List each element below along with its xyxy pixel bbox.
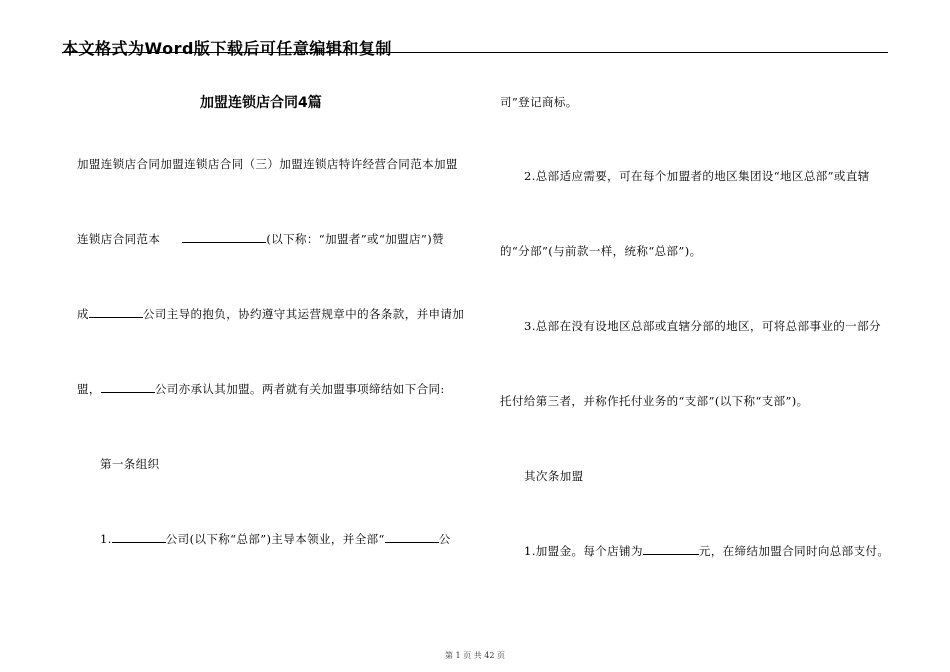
page-footer: 第 1 页 共 42 页 (445, 651, 505, 660)
right-paragraph-6 (524, 543, 889, 559)
right-paragraph-4: 3.总部在没有设地区总部或直辖分部的地区，可将总部事业的一部分 (524, 319, 881, 333)
text-segment: 公司主导的抱负，协约遵守其运营规章中的各条款，并申请加 (142, 307, 465, 321)
text-segment: 公司亦承认其加盟。两者就有关加盟事项缔结如下合同: (154, 382, 445, 396)
text-segment: 成 (77, 307, 89, 321)
text-segment: 公 (438, 532, 451, 546)
fill-in-blank (112, 532, 166, 543)
text-segment: 公司(以下称“总部”)主导本领业，并全部“ (165, 532, 385, 546)
section-heading-2: 其次条加盟 (524, 469, 584, 483)
right-paragraph-1: 司”登记商标。 (500, 95, 578, 109)
fill-in-blank (101, 382, 155, 393)
fill-in-blank (385, 532, 439, 543)
text-segment: 1.加盟金。每个店铺为 (524, 544, 643, 558)
section-heading-1: 第一条组织 (100, 457, 160, 471)
left-paragraph-4 (77, 381, 445, 397)
left-paragraph-5 (100, 531, 451, 547)
right-paragraph-3: 的“分部”(与前款一样，统称“总部”)。 (500, 244, 702, 258)
fill-in-blank (89, 307, 143, 318)
page-header: 本文格式为Word版下载后可任意编辑和复制 (62, 39, 392, 58)
text-segment: 盟， (77, 382, 101, 396)
fill-in-blank (643, 544, 699, 555)
header-divider (62, 52, 888, 53)
right-paragraph-2: 2.总部适应需要，可在每个加盟者的地区集团设“地区总部”或直辖 (524, 169, 870, 183)
text-segment: 1. (100, 532, 112, 546)
right-paragraph-5: 托付给第三者，并称作托付业务的“支部”(以下称“支部”)。 (500, 394, 809, 408)
left-paragraph-1: 加盟连锁店合同加盟连锁店合同（三）加盟连锁店特许经营合同范本加盟 (77, 157, 458, 171)
left-paragraph-3 (77, 306, 464, 322)
fill-in-blank (182, 232, 266, 243)
text-segment: 元，在缔结加盟合同时向总部支付。 (698, 544, 890, 558)
text-segment: 连锁店合同范本 (77, 232, 161, 246)
text-segment: (以下称：“加盟者”或“加盟店”)赞 (266, 232, 445, 246)
document-title: 加盟连锁店合同4篇 (200, 95, 322, 111)
left-paragraph-2 (77, 231, 444, 247)
